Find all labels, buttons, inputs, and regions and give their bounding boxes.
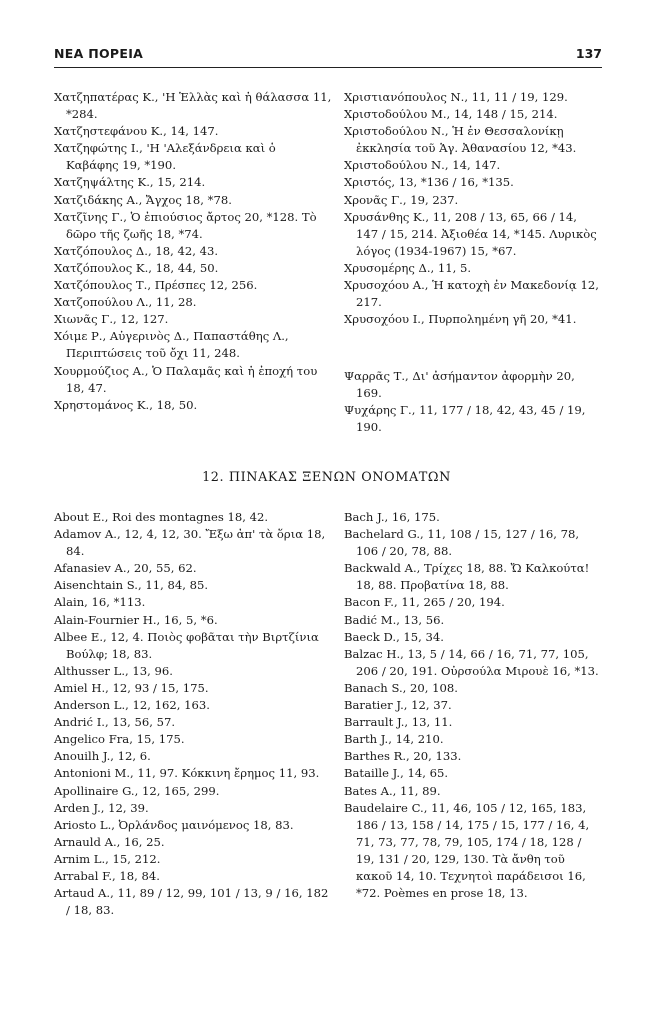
- index-entry: Angelico Fra, 15, 175.: [54, 732, 185, 747]
- index-entry: Χριστιανόπουλος Ν., 11, 11 / 19, 129.: [344, 90, 568, 104]
- foreign-index-right-column: [344, 509, 602, 902]
- running-header: [54, 46, 602, 66]
- index-entry: Baeck D., 15, 34.: [344, 629, 444, 644]
- index-entry: Alain-Fournier H., 16, 5, *6.: [54, 612, 218, 627]
- index-entry: Ψαρρᾶς Τ., Δι' ἀσήμαντον ἀφορμὴν 20, 169.: [344, 368, 575, 400]
- index-entry: About E., Roi des montagnes 18, 42.: [54, 510, 269, 524]
- index-entry: Χριστοδούλου Μ., 14, 148 / 15, 214.: [344, 107, 558, 122]
- index-entry: Balzac H., 13, 5 / 14, 66 / 16, 71, 77, 105, 206 / 20, 191. Οὐρσούλα Μιρουὲ 16, *13.: [344, 646, 599, 678]
- index-entry: Baratier J., 12, 37.: [344, 698, 452, 713]
- index-entry: Barthes R., 20, 133.: [344, 749, 462, 764]
- index-entry: Χριστός, 13, *136 / 16, *135.: [344, 175, 514, 190]
- index-entry: Albee E., 12, 4. Ποιὸς φοβᾶται τὴν Βιρτζίνια Βούλφ; 18, 83.: [54, 629, 319, 661]
- index-entry: Χατζηψάλτης Κ., 15, 214.: [54, 175, 206, 190]
- index-entry: Χατζηστεφάνου Κ., 14, 147.: [54, 124, 219, 139]
- journal-title: ΝΕΑ ΠΟΡΕΙΑ: [54, 46, 144, 61]
- index-entry: Banach S., 20, 108.: [344, 680, 458, 695]
- index-entry: Arnim L., 15, 212.: [54, 851, 161, 866]
- index-entry: Χατζηφώτης Ι., 'Η 'Αλεξάνδρεια καὶ ὁ Καβάφης 19, *190.: [54, 141, 276, 173]
- index-entry: Χατζιδάκης Α., Ἄγχος 18, *78.: [54, 192, 232, 207]
- spacer: [344, 340, 602, 356]
- index-entry: Anderson L., 12, 162, 163.: [54, 698, 210, 713]
- index-entry: Χριστοδούλου Ν., Ἡ ἐν Θεσσαλονίκῃ ἐκκλησία τοῦ Ἁγ. Ἀθανασίου 12, *43.: [344, 124, 577, 156]
- header-rule: [54, 67, 602, 68]
- index-entry: Χατζόπουλος Κ., 18, 44, 50.: [54, 260, 219, 275]
- index-entry: Antonioni M., 11, 97. Κόκκινη ἔρημος 11, 93.: [54, 766, 320, 781]
- index-entry: Artaud A., 11, 89 / 12, 99, 101 / 13, 9 / 16, 182 / 18, 83.: [54, 886, 329, 918]
- index-entry: Arden J., 12, 39.: [54, 800, 149, 815]
- index-entry: Χιωνᾶς Γ., 12, 127.: [54, 312, 169, 327]
- index-entry: Χουρμούζιος Α., Ὁ Παλαμᾶς καὶ ἡ ἐποχή του 18, 47.: [54, 363, 318, 395]
- index-entry: Althusser L., 13, 96.: [54, 663, 173, 678]
- index-entry: Adamov A., 12, 4, 12, 30. Ἔξω ἀπ' τὰ ὅρια 18, 84.: [54, 527, 326, 559]
- index-entry: Χατζοπούλου Λ., 11, 28.: [54, 295, 197, 310]
- index-entry: Barth J., 14, 210.: [344, 732, 444, 747]
- index-entry: Χατζῖνης Γ., Ὁ ἐπιούσιος ἄρτος 20, *128. Τὸ δῶρο τῆς ζωῆς 18, *74.: [54, 209, 317, 241]
- index-entry: Alain, 16, *113.: [54, 595, 146, 610]
- index-entry: Ψυχάρης Γ., 11, 177 / 18, 42, 43, 45 / 19, 190.: [344, 402, 586, 434]
- index-entry: Arnauld A., 16, 25.: [54, 834, 165, 849]
- index-entry: Χριστοδούλου Ν., 14, 147.: [344, 158, 501, 173]
- index-entry: Anouilh J., 12, 6.: [54, 749, 151, 764]
- index-entry: Χατζόπουλος Δ., 18, 42, 43.: [54, 243, 219, 258]
- index-entry: Χρυσάνθης Κ., 11, 208 / 13, 65, 66 / 14, 147 / 15, 214. Ἀξιοθέα 14, *145. Λυρικὸς λόγος (1934-1967) 15, *67.: [344, 209, 597, 258]
- index-entry: Bataille J., 14, 65.: [344, 766, 449, 781]
- index-entry: Χατζηπατέρας Κ., 'Η Ἑλλὰς καὶ ἡ θάλασσα 11, *284.: [54, 90, 332, 122]
- index-entry: Arrabal F., 18, 84.: [54, 868, 160, 883]
- section-title: 12. ΠΙΝΑΚΑΣ ΞΕΝΩΝ ΟΝΟΜΑΤΩΝ: [202, 470, 451, 485]
- index-entry: Barrault J., 13, 11.: [344, 715, 453, 730]
- index-entry: Ariosto L., Ὀρλάνδος μαινόμενος 18, 83.: [54, 817, 294, 832]
- greek-index-left-column: [54, 89, 332, 414]
- index-entry: Χρυσομέρης Δ., 11, 5.: [344, 260, 472, 275]
- index-entry: Bates A., 11, 89.: [344, 783, 441, 798]
- index-entry: Χόιμε Ρ., Αὐγερινὸς Δ., Παπαστάθης Λ., Περιπτώσεις τοῦ ὄχι 11, 248.: [54, 329, 289, 361]
- index-entry: Bachelard G., 11, 108 / 15, 127 / 16, 78, 106 / 20, 78, 88.: [344, 527, 580, 559]
- index-entry: Bach J., 16, 175.: [344, 510, 440, 524]
- index-entry: Χρηστομάνος Κ., 18, 50.: [54, 397, 198, 412]
- index-entry: Χρυσοχόου Ι., Πυρπολημένη γῆ 20, *41.: [344, 312, 577, 327]
- index-entry: Χατζόπουλος Τ., Πρέσπες 12, 256.: [54, 278, 258, 293]
- index-entry: Aisenchtain S., 11, 84, 85.: [54, 578, 209, 593]
- page-number: 137: [575, 46, 602, 61]
- index-entry: Bacon F., 11, 265 / 20, 194.: [344, 595, 505, 610]
- index-entry: Badić M., 13, 56.: [344, 612, 445, 627]
- foreign-index-left-column: [54, 509, 332, 919]
- index-entry: Baudelaire C., 11, 46, 105 / 12, 165, 183, 186 / 13, 158 / 14, 175 / 15, 177 / 16, 4, 71, 73, 77, 78, 79, 105, 174 / 18, 128 / 19, 131 / 20, 129, 130. Τὰ ἄνθη τοῦ κακοῦ 14, 10. Τεχνητοὶ παράδεισοι 16, *72. Poèmes en prose 18, 13.: [344, 800, 590, 901]
- index-entry: Χρονᾶς Γ., 19, 237.: [344, 192, 459, 207]
- index-entry: Amiel H., 12, 93 / 15, 175.: [54, 680, 209, 695]
- greek-index-right-column: [344, 89, 602, 436]
- index-entry: Χρυσοχόου Α., Ἡ κατοχὴ ἐν Μακεδονίᾳ 12, 217.: [344, 278, 599, 310]
- index-entry: Afanasiev A., 20, 55, 62.: [54, 561, 197, 576]
- index-entry: Andrić I., 13, 56, 57.: [54, 715, 176, 730]
- index-entry: Backwald A., Τρίχες 18, 88. Ὤ Καλκούτα! 18, 88. Προβατίνα 18, 88.: [344, 561, 590, 593]
- index-entry: Apollinaire G., 12, 165, 299.: [54, 783, 220, 798]
